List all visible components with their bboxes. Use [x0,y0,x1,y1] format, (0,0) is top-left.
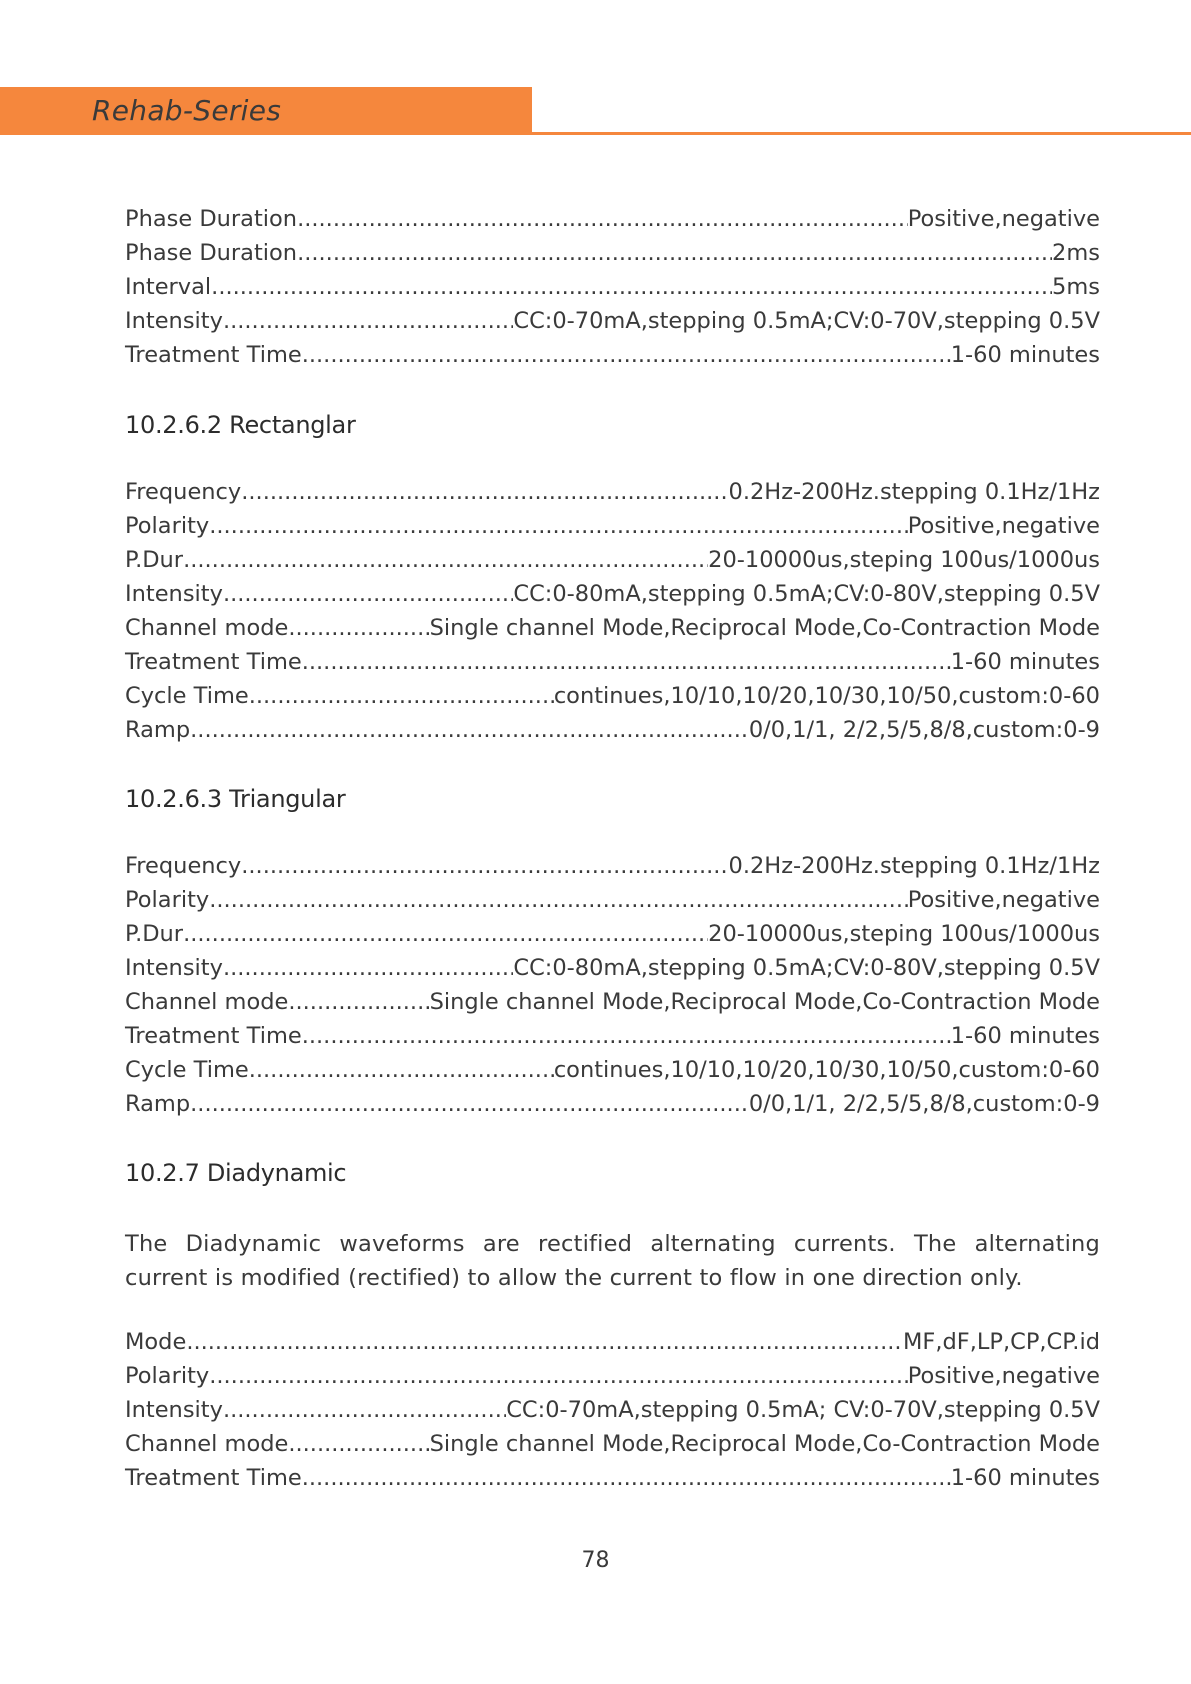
spec-row [125,513,1100,547]
spec-row [125,547,1100,581]
leader-dots [190,717,749,743]
spec-row [125,615,1100,649]
spec-row [125,1091,1100,1125]
spec-row [125,479,1100,513]
spec-label: Mode [125,1329,187,1355]
spec-list-diadynamic [125,1329,1100,1499]
leader-dots [223,955,513,981]
leader-dots [209,1363,907,1389]
page-number: 78 [581,1548,610,1573]
spec-label: Treatment Time [125,1023,302,1049]
spec-value: Single channel Mode,Reciprocal Mode,Co-Contraction Mode [429,615,1100,641]
leader-dots [288,1431,429,1457]
spec-row [125,581,1100,615]
leader-dots [302,342,951,368]
spec-label: Ramp [125,1091,191,1117]
spec-value: 20-10000us,steping 100us/1000us [708,921,1100,947]
leader-dots [297,206,908,232]
spec-value: CC:0-80mA,stepping 0.5mA;CV:0-80V,stepping 0.5V [513,581,1100,607]
spec-label: Polarity [125,1363,210,1389]
spec-value: CC:0-70mA,stepping 0.5mA; CV:0-70V,stepping 0.5V [506,1397,1100,1423]
spec-value: 0/0,1/1, 2/2,5/5,8/8,custom:0-9 [748,717,1100,743]
leader-dots [288,989,429,1015]
leader-dots [183,547,708,573]
spec-row [125,683,1100,717]
spec-value: Positive,negative [907,1363,1100,1389]
leader-dots [302,649,951,675]
spec-label: Channel mode [125,1431,289,1457]
leader-dots [209,887,907,913]
spec-row [125,1431,1100,1465]
diadynamic-description: The Diadynamic waveforms are rectified alternating currents. The alternating current is modified (rectified) to allow the current to flow in one direction only. [125,1231,1100,1291]
spec-label: Channel mode [125,615,289,641]
spec-row [125,1397,1100,1431]
spec-row [125,1363,1100,1397]
spec-row [125,717,1100,751]
leader-dots [211,274,1052,300]
spec-row [125,649,1100,683]
spec-row [125,1465,1100,1499]
spec-row [125,240,1100,274]
leader-dots [288,615,429,641]
spec-label: Intensity [125,308,223,334]
spec-label: P.Dur [125,547,184,573]
section-heading-diadynamic: 10.2.7 Diadynamic [125,1159,347,1187]
spec-value: Single channel Mode,Reciprocal Mode,Co-Contraction Mode [429,989,1100,1015]
spec-value: 1-60 minutes [950,1465,1100,1491]
leader-dots [249,1057,554,1083]
spec-label: Polarity [125,513,210,539]
leader-dots [183,921,708,947]
header-title: Rehab-Series [92,94,282,127]
header-rule [532,132,1191,135]
spec-value: 0/0,1/1, 2/2,5/5,8/8,custom:0-9 [748,1091,1100,1117]
spec-row [125,308,1100,342]
spec-row [125,1057,1100,1091]
spec-label: Cycle Time [125,1057,249,1083]
spec-label: Phase Duration [125,206,298,232]
spec-label: Treatment Time [125,649,302,675]
spec-row [125,989,1100,1023]
leader-dots [241,479,728,505]
spec-value: 0.2Hz-200Hz.stepping 0.1Hz/1Hz [728,479,1100,505]
spec-value: Positive,negative [907,513,1100,539]
spec-label: Frequency [125,479,242,505]
spec-label: Cycle Time [125,683,249,709]
spec-row [125,342,1100,376]
leader-dots [297,240,1052,266]
leader-dots [190,1091,749,1117]
spec-label: Phase Duration [125,240,298,266]
spec-value: 2ms [1052,240,1100,266]
spec-label: Treatment Time [125,342,302,368]
spec-value: 1-60 minutes [950,649,1100,675]
spec-value: Single channel Mode,Reciprocal Mode,Co-Contraction Mode [429,1431,1100,1457]
leader-dots [302,1465,951,1491]
spec-label: Interval [125,274,212,300]
spec-label: Channel mode [125,989,289,1015]
spec-label: Intensity [125,955,223,981]
leader-dots [241,853,728,879]
spec-label: Ramp [125,717,191,743]
section-heading-triangular: 10.2.6.3 Triangular [125,785,346,813]
leader-dots [223,308,513,334]
spec-value: CC:0-70mA,stepping 0.5mA;CV:0-70V,stepping 0.5V [513,308,1100,334]
spec-row [125,853,1100,887]
spec-value: 1-60 minutes [950,342,1100,368]
spec-list-rectangular [125,479,1100,751]
leader-dots [223,581,513,607]
spec-row [125,1023,1100,1057]
spec-value: Positive,negative [907,206,1100,232]
spec-value: 5ms [1052,274,1100,300]
spec-value: Positive,negative [907,887,1100,913]
spec-value: CC:0-80mA,stepping 0.5mA;CV:0-80V,stepping 0.5V [513,955,1100,981]
leader-dots [186,1329,903,1355]
leader-dots [249,683,554,709]
spec-label: Polarity [125,887,210,913]
spec-row [125,887,1100,921]
spec-list-top [125,206,1100,376]
spec-list-triangular [125,853,1100,1125]
spec-label: P.Dur [125,921,184,947]
spec-value: MF,dF,LP,CP,CP.id [902,1329,1100,1355]
spec-row [125,921,1100,955]
spec-value: 1-60 minutes [950,1023,1100,1049]
spec-row [125,274,1100,308]
spec-label: Frequency [125,853,242,879]
spec-value: 20-10000us,steping 100us/1000us [708,547,1100,573]
spec-label: Intensity [125,1397,223,1423]
spec-label: Treatment Time [125,1465,302,1491]
leader-dots [209,513,907,539]
spec-value: continues,10/10,10/20,10/30,10/50,custom:0-60 [553,1057,1100,1083]
spec-row [125,955,1100,989]
spec-label: Intensity [125,581,223,607]
spec-value: 0.2Hz-200Hz.stepping 0.1Hz/1Hz [728,853,1100,879]
spec-row [125,206,1100,240]
spec-row [125,1329,1100,1363]
leader-dots [223,1397,506,1423]
section-heading-rectangular: 10.2.6.2 Rectanglar [125,411,356,439]
leader-dots [302,1023,951,1049]
spec-value: continues,10/10,10/20,10/30,10/50,custom:0-60 [553,683,1100,709]
